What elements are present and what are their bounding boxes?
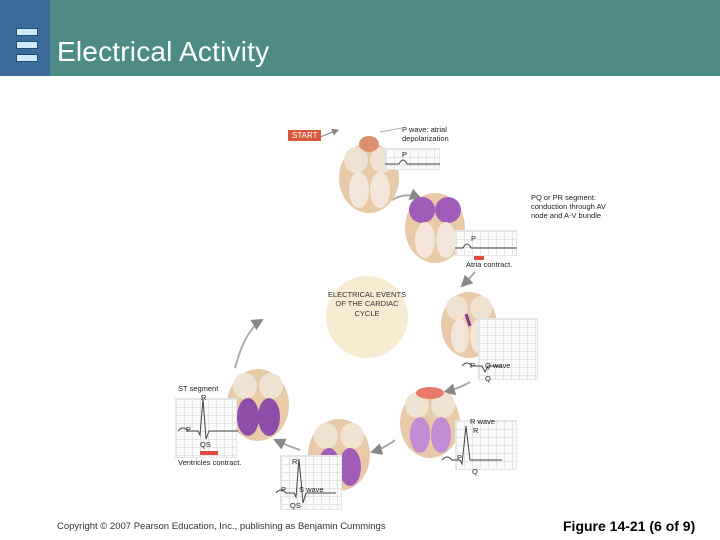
p-label: P: [457, 453, 463, 462]
pq-segment-label: PQ or PR segment: conduction through AV node and A-V bundle: [531, 193, 606, 220]
p-label: P: [281, 485, 287, 494]
q-wave-label: Q wave: [485, 361, 511, 370]
ecg-trace: [385, 148, 440, 170]
ecg-trace: [455, 230, 517, 256]
qs-label: QS: [290, 501, 301, 510]
atria-contract-label: Atria contract.: [466, 260, 513, 269]
st-segment-label: ST segment: [178, 384, 219, 393]
ecg-trace: [276, 455, 336, 510]
heart-illustration: [334, 130, 404, 215]
p-wave-label: P wave: atrial depolarization: [402, 125, 449, 143]
p-label: P: [471, 234, 477, 243]
page-title: Electrical Activity: [57, 36, 270, 67]
ventricles-contract-label: Ventricles contract.: [178, 458, 242, 467]
p-label: P: [186, 425, 192, 434]
p-label: P: [402, 150, 408, 159]
r-label: R: [473, 426, 479, 435]
ecg-trace: [442, 420, 502, 470]
segment-bar: [200, 451, 218, 455]
start-badge: START: [288, 130, 321, 141]
ecg-trace: [178, 395, 238, 445]
r-label: R: [201, 393, 207, 402]
copyright-text: Copyright © 2007 Pearson Education, Inc., publishing as Benjamin Cummings: [57, 521, 386, 532]
r-label: R: [292, 457, 298, 466]
q-label: Q: [485, 374, 491, 383]
qs-label: QS: [200, 440, 211, 449]
s-wave-label: S wave: [299, 485, 324, 494]
figure-caption: Figure 14-21 (6 of 9): [563, 518, 696, 534]
p-label: P: [470, 361, 476, 370]
center-caption: ELECTRICAL EVENTS OF THE CARDIAC CYCLE: [327, 290, 407, 318]
r-wave-label: R wave: [470, 417, 496, 426]
q-label: Q: [472, 467, 478, 476]
